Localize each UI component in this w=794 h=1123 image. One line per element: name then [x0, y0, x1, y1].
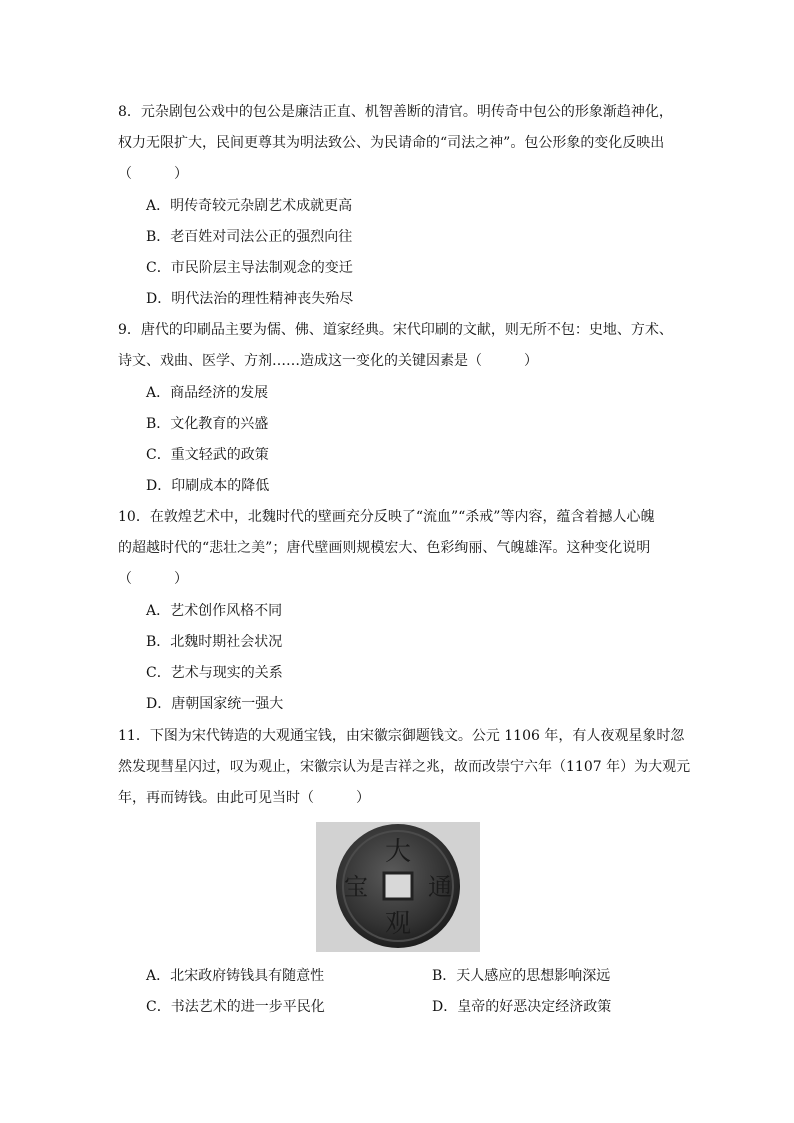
coin-char-left: 宝	[344, 873, 368, 901]
question-11-stem-line-1: 11．下图为宋代铸造的大观通宝钱，由宋徽宗御题钱文。公元 1106 年，有人夜观星象时忽	[118, 728, 685, 744]
question-9-option-c[interactable]: C．重文轻武的政策	[146, 447, 269, 463]
question-11-stem-line-2: 然发现彗星闪过，叹为观止，宋徽宗认为是吉祥之兆，故而改崇宁六年（1107 年）为大观元	[118, 759, 691, 775]
question-8-option-b[interactable]: B．老百姓对司法公正的强烈向往	[146, 229, 353, 245]
question-8-option-d[interactable]: D．明代法治的理性精神丧失殆尽	[146, 291, 354, 307]
question-8-stem-line-2: 权力无限扩大，民间更尊其为明法致公、为民请命的“司法之神”。包公形象的变化反映出	[118, 135, 665, 151]
coin-char-right: 通	[428, 873, 452, 901]
coin-char-top: 大	[384, 837, 412, 867]
question-8-stem-line-1: 8．元杂剧包公戏中的包公是廉洁正直、机智善断的清官。明传奇中包公的形象渐趋神化，	[118, 104, 673, 120]
question-10-answer-blank: （ ）	[118, 571, 188, 587]
question-10-option-a[interactable]: A．艺术创作风格不同	[146, 603, 283, 619]
coin-char-bottom: 观	[384, 909, 412, 939]
question-10-stem-line-2: 的超越时代的“悲壮之美”；唐代壁画则规模宏大、色彩绚丽、气魄雄浑。这种变化说明	[118, 540, 651, 556]
question-10-option-d[interactable]: D．唐朝国家统一强大	[146, 696, 284, 712]
question-9-option-b[interactable]: B．文化教育的兴盛	[146, 416, 269, 432]
question-10-option-c[interactable]: C．艺术与现实的关系	[146, 665, 283, 681]
question-9-option-a[interactable]: A．商品经济的发展	[146, 385, 269, 401]
question-11-option-a[interactable]: A．北宋政府铸钱具有随意性	[146, 968, 325, 984]
question-11-option-b[interactable]: B．天人感应的思想影响深远	[432, 968, 611, 984]
question-11-stem-line-3: 年，再而铸钱。由此可见当时（ ）	[118, 790, 370, 806]
question-8-option-a[interactable]: A．明传奇较元杂剧艺术成就更高	[146, 198, 353, 214]
coin-square-hole	[384, 873, 412, 899]
question-9-stem-line-1: 9．唐代的印刷品主要为儒、佛、道家经典。宋代印刷的文献，则无所不包：史地、方术、	[118, 322, 673, 338]
question-10-option-b[interactable]: B．北魏时期社会状况	[146, 634, 283, 650]
question-11-option-d[interactable]: D．皇帝的好恶决定经济政策	[432, 999, 612, 1015]
question-11-option-c[interactable]: C．书法艺术的进一步平民化	[146, 999, 325, 1015]
question-8-answer-blank: （ ）	[118, 166, 188, 182]
question-8-option-c[interactable]: C．市民阶层主导法制观念的变迁	[146, 260, 353, 276]
question-9-option-d[interactable]: D．印刷成本的降低	[146, 478, 270, 494]
question-9-stem-line-2: 诗文、戏曲、医学、方剂……造成这一变化的关键因素是（ ）	[118, 353, 538, 369]
question-10-stem-line-1: 10．在敦煌艺术中，北魏时代的壁画充分反映了“流血”“杀戒”等内容，蕴含着撼人心魄	[118, 509, 655, 525]
coin-illustration	[316, 822, 480, 952]
daguan-tongbao-coin-photo	[316, 822, 480, 952]
